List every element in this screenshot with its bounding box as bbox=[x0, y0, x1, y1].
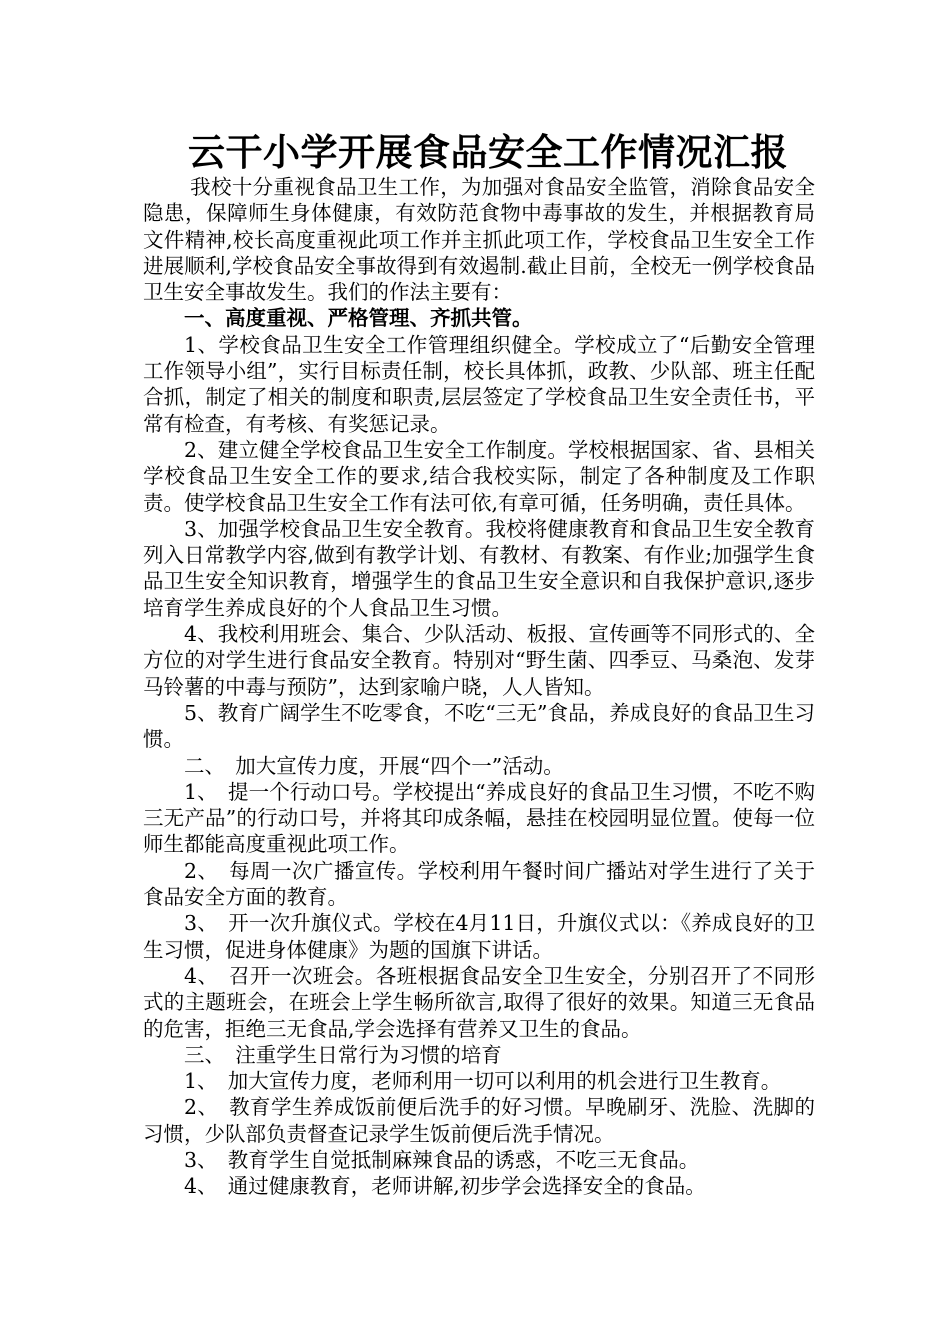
paragraph-2-1: 1、 提一个行动口号。学校提出“养成良好的食品卫生习惯，不吃不购三无产品”的行动口号，并将其印成条幅，悬挂在校园明显位置。使每一位师生都能高度重视此项工作。 bbox=[143, 779, 815, 857]
paragraph-1-1: 1、学校食品卫生安全工作管理组织健全。学校成立了“后勤安全管理工作领导小组”，实行目标责任制，校长具体抓，政教、少队部、班主任配合抓，制定了相关的制度和职责,层层签定了学校食品卫生安全责任书，平常有检查，有考核、有奖惩记录。 bbox=[143, 332, 815, 436]
paragraph-3-4: 4、 通过健康教育，老师讲解,初步学会选择安全的食品。 bbox=[184, 1174, 706, 1199]
paragraph-3-2: 2、 教育学生养成饭前便后洗手的好习惯。早晚刷牙、洗脸、洗脚的习惯，少队部负责督查记录学生饭前便后洗手情况。 bbox=[143, 1095, 815, 1146]
paragraph-1-5: 5、教育广阔学生不吃零食，不吃“三无”食品，养成良好的食品卫生习惯。 bbox=[143, 700, 815, 752]
paragraph-3-1: 1、 加大宣传力度，老师利用一切可以利用的机会进行卫生教育。 bbox=[184, 1069, 782, 1094]
document-title: 云干小学开展食品安全工作情况汇报 bbox=[188, 131, 788, 174]
paragraph-2-2: 2、 每周一次广播宣传。学校利用午餐时间广播站对学生进行了关于食品安全方面的教育。 bbox=[143, 858, 815, 910]
paragraph-1-3: 3、加强学校食品卫生安全教育。我校将健康教育和食品卫生安全教育列入日常教学内容,做到有教学计划、有教材、有教案、有作业;加强学生食品卫生安全知识教育，增强学生的食品卫生安全意识和自我保护意识,逐步培育学生养成良好的个人食品卫生习惯。 bbox=[143, 516, 815, 620]
section-heading-3: 三、 注重学生日常行为习惯的培育 bbox=[184, 1042, 502, 1067]
paragraph-2-4: 4、 召开一次班会。各班根据食品安全卫生安全，分别召开了不同形式的主题班会，在班会上学生畅所欲言,取得了很好的效果。知道三无食品的危害，拒绝三无食品,学会选择有营养又卫生的食品。 bbox=[143, 963, 815, 1041]
section-heading-1: 一、高度重视、严格管理、齐抓共管。 bbox=[184, 306, 533, 331]
paragraph-1-2: 2、建立健全学校食品卫生安全工作制度。学校根据国家、省、县相关学校食品卫生安全工作的要求,结合我校实际，制定了各种制度及工作职责。使学校食品卫生安全工作有法可依,有章可循，任务明确，责任具体。 bbox=[143, 437, 815, 515]
paragraph-2-3: 3、 开一次升旗仪式。学校在4月11日，升旗仪式以：《养成良好的卫生习惯，促进身体健康》为题的国旗下讲话。 bbox=[143, 911, 815, 962]
intro-paragraph: 我校十分重视食品卫生工作，为加强对食品安全监管，消除食品安全隐患，保障师生身体健康，有效防范食物中毒事故的发生，并根据教育局文件精神,校长高度重视此项工作并主抓此项工作，学校食品卫生安全工作进展顺利,学校食品安全事故得到有效遏制.截止目前，全校无一例学校食品卫生安全事故发生。我们的作法主要有： bbox=[143, 175, 815, 305]
paragraph-1-4: 4、我校利用班会、集合、少队活动、板报、宣传画等不同形式的、全方位的对学生进行食品安全教育。特别对“野生菌、四季豆、马桑泡、发芽马铃薯的中毒与预防”，达到家喻户晓，人人皆知。 bbox=[143, 622, 815, 699]
document-content bbox=[143, 132, 815, 1200]
section-heading-2: 二、 加大宣传力度，开展“四个一”活动。 bbox=[184, 753, 564, 778]
paragraph-3-3: 3、 教育学生自觉抵制麻辣食品的诱惑，不吃三无食品。 bbox=[184, 1147, 700, 1172]
